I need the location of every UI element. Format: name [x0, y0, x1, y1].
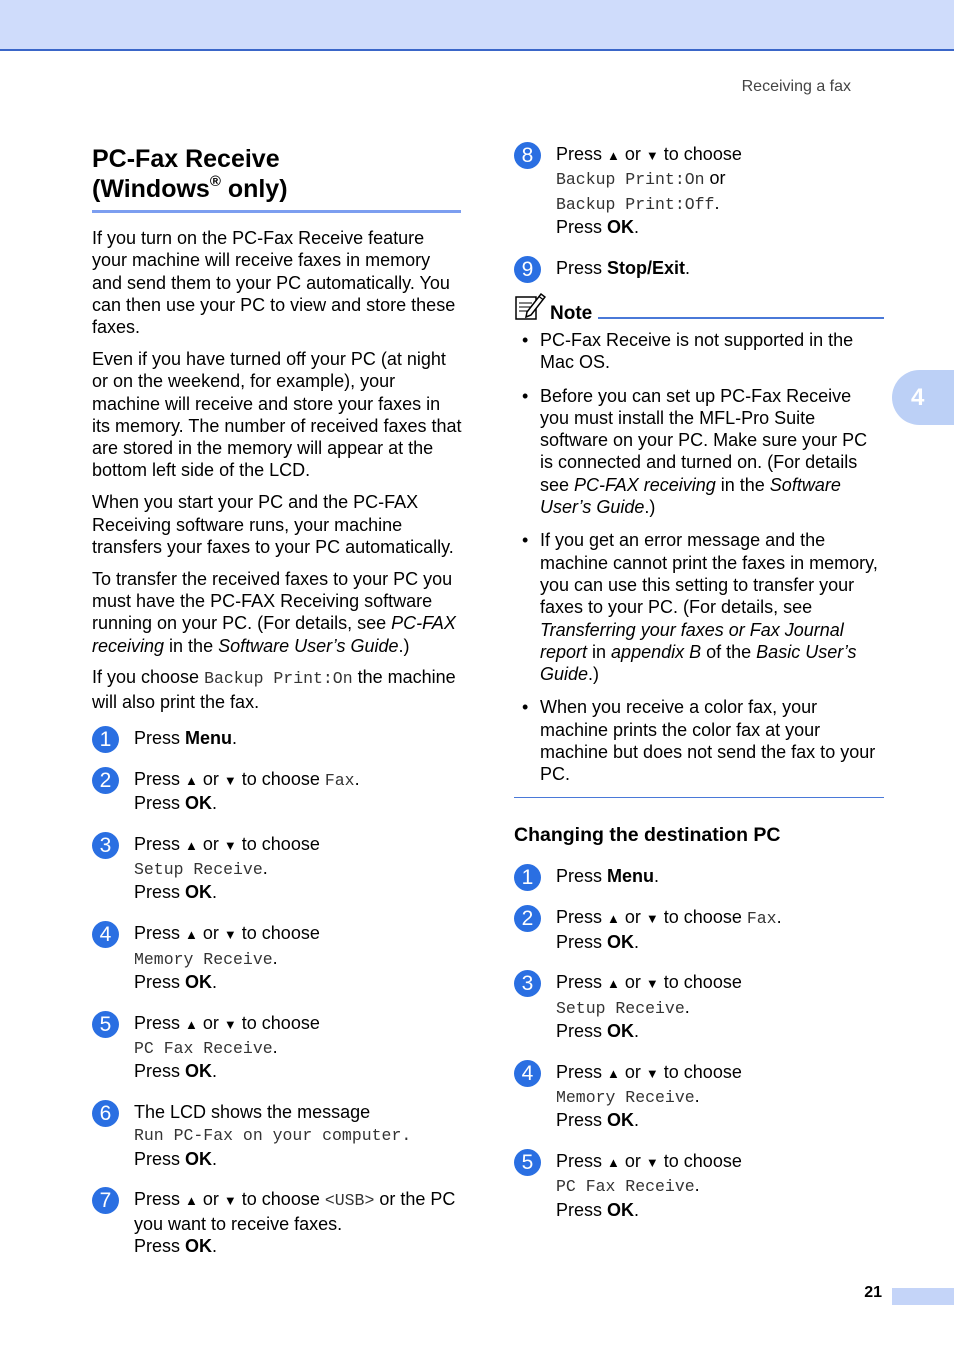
running-header: Receiving a fax [741, 78, 851, 95]
step-8: 8 Press ▲ or ▼ to choose Backup Print:On or Backup Print:Off. Press OK. [514, 143, 884, 238]
step-number-badge: 3 [514, 970, 541, 997]
step-number-badge: 2 [92, 767, 119, 794]
step-number-badge: 4 [92, 921, 119, 948]
transfer-paragraph: When you start your PC and the PC-FAX Receiving software runs, your machine transfers your faxes to your PC automatically. [92, 492, 454, 557]
up-arrow-icon: ▲ [607, 1065, 620, 1081]
step-3: 3 Press ▲ or ▼ to choose Setup Receive. Press OK. [92, 833, 462, 904]
down-arrow-icon: ▼ [223, 1016, 237, 1032]
step-number-badge: 4 [514, 1060, 541, 1087]
step-7: 7 Press ▲ or ▼ to choose <USB> or the PC you want to receive faxes. Press OK. [92, 1188, 462, 1257]
left-column [92, 144, 462, 1276]
footer-bar [892, 1288, 954, 1305]
down-arrow-icon: ▼ [645, 1065, 659, 1081]
title-line-2-end: only) [220, 175, 288, 203]
step-number-badge: 2 [514, 905, 541, 932]
intro-paragraph: If you turn on the PC-Fax Receive feature your machine will receive faxes in memory and send them to your PC automatically. You can then use your PC to view and store these faxes. [92, 228, 456, 338]
step-5: 5 Press ▲ or ▼ to choose PC Fax Receive. Press OK. [92, 1012, 462, 1083]
up-arrow-icon: ▲ [185, 1193, 198, 1209]
page-number: 21 [864, 1284, 882, 1301]
up-arrow-icon: ▲ [185, 927, 198, 943]
step-number-badge: 1 [92, 726, 119, 753]
note-item: • If you get an error message and the machine cannot print the faxes in memory, you can use this setting to transfer your faxes to your PC. (For details, see Transferring your faxes or Fax Journal report in appendix B of the Basic User’s Guide.) [514, 529, 884, 685]
chapter-tab: 4 [892, 370, 954, 425]
up-arrow-icon: ▲ [607, 148, 620, 163]
title-line-1: PC-Fax Receive [92, 145, 280, 173]
step-2: 2 Press ▲ or ▼ to choose Fax. Press OK. [92, 768, 462, 815]
right-column [514, 143, 884, 1239]
up-arrow-icon: ▲ [607, 976, 620, 992]
up-arrow-icon: ▲ [185, 837, 198, 853]
pencil-note-icon [514, 291, 546, 321]
down-arrow-icon: ▼ [645, 1155, 659, 1171]
up-arrow-icon: ▲ [185, 772, 198, 788]
note-header [514, 291, 884, 324]
note-bottom-rule [514, 797, 884, 799]
down-arrow-icon: ▼ [645, 148, 659, 163]
note-item: • Before you can set up PC-Fax Receive you must install the MFL-Pro Suite software on your PC. Make sure your PC is connected and turned on. (For details see PC-FAX receiving in the Software User’s Guide.) [514, 385, 884, 519]
step-number-badge: 9 [514, 256, 541, 283]
note-list [514, 329, 884, 786]
down-arrow-icon: ▼ [223, 772, 237, 788]
step-9: 9 Press Stop/Exit. [514, 257, 884, 279]
step-number-badge: 8 [514, 142, 541, 169]
top-banner [0, 0, 954, 51]
down-arrow-icon: ▼ [223, 927, 237, 943]
note-item: • When you receive a color fax, your machine prints the color fax at your machine but does not send the fax to your PC. [514, 696, 884, 785]
note-rule [598, 317, 884, 319]
step-6: 6 The LCD shows the message Run PC-Fax on your computer. Press OK. [92, 1101, 462, 1170]
page-title [92, 144, 462, 204]
dest-step-3: 3 Press ▲ or ▼ to choose Setup Receive. Press OK. [514, 971, 884, 1042]
title-line-2: (Windows [92, 175, 210, 203]
dest-step-5: 5 Press ▲ or ▼ to choose PC Fax Receive. Press OK. [514, 1150, 884, 1221]
step-4: 4 Press ▲ or ▼ to choose Memory Receive. Press OK. [92, 922, 462, 993]
title-rule [92, 210, 461, 213]
up-arrow-icon: ▲ [607, 911, 620, 927]
up-arrow-icon: ▲ [185, 1016, 198, 1032]
step-number-badge: 5 [514, 1149, 541, 1176]
note-label: Note [550, 302, 593, 324]
dest-step-4: 4 Press ▲ or ▼ to choose Memory Receive. Press OK. [514, 1061, 884, 1132]
down-arrow-icon: ▼ [223, 1193, 237, 1209]
dest-step-2: 2 Press ▲ or ▼ to choose Fax. Press OK. [514, 906, 884, 953]
up-arrow-icon: ▲ [607, 1155, 620, 1171]
backup-paragraph: If you choose Backup Print:On the machine will also print the fax. [92, 667, 456, 712]
dest-step-1: 1 Press Menu. [514, 865, 884, 887]
step-number-badge: 3 [92, 832, 119, 859]
step-1: 1 Press Menu. [92, 727, 462, 749]
down-arrow-icon: ▼ [645, 976, 659, 992]
step-number-badge: 1 [514, 864, 541, 891]
down-arrow-icon: ▼ [223, 837, 237, 853]
software-paragraph: To transfer the received faxes to your PC you must have the PC-FAX Receiving software running on your PC. (For details, see PC-FAX receiving in the Software User’s Guide.) [92, 568, 456, 656]
step-number-badge: 5 [92, 1011, 119, 1038]
down-arrow-icon: ▼ [645, 911, 659, 927]
step-number-badge: 7 [92, 1187, 119, 1214]
memory-paragraph: Even if you have turned off your PC (at night or on the weekend, for example), your machine will receive and store your faxes in its memory. The number of received faxes that are stored in the memory will appear at the bottom left side of the LCD. [92, 348, 462, 481]
note-item: • PC-Fax Receive is not supported in the Mac OS. [514, 329, 884, 374]
step-number-badge: 6 [92, 1100, 119, 1127]
section-subheading: Changing the destination PC [514, 824, 781, 847]
registered-mark: ® [209, 173, 221, 190]
